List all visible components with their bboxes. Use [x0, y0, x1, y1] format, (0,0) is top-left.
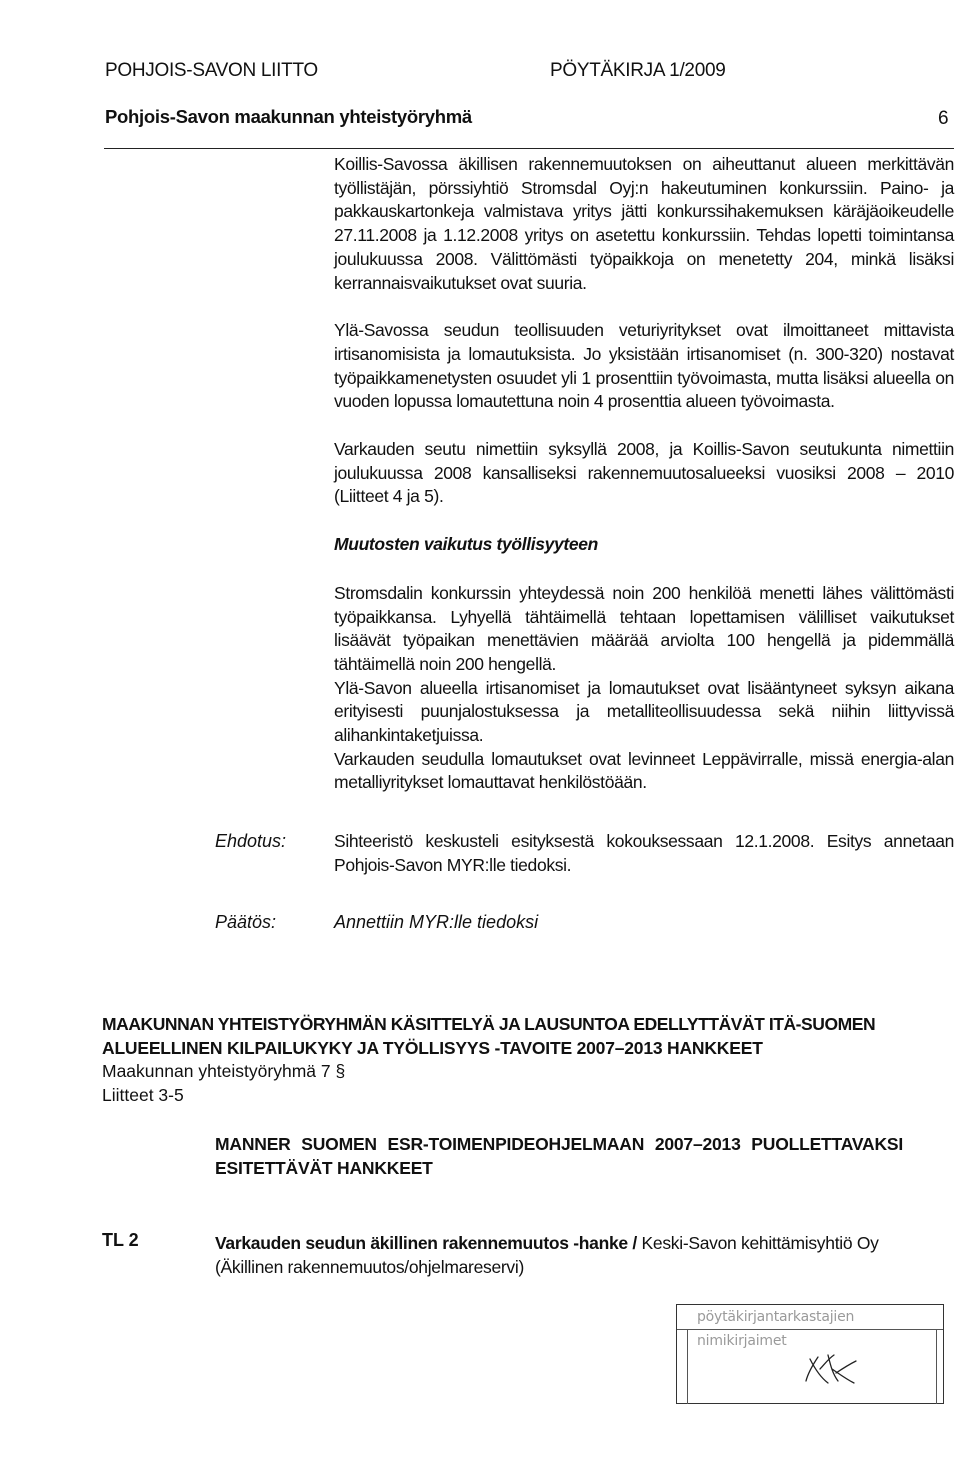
- paragraph-yla-savo: Ylä-Savossa seudun teollisuuden veturiyritykset ovat ilmoittaneet mittavista irtisanomisista ja lomautuksista. Jo yksistään irtisanomiset (n. 300-320) nostavat työpaikkamenetysten osuudet yli 1 prosenttiin työvoimasta, mutta lisäksi alueella on vuoden lopussa lomautettuna noin 4 prosenttia alueen työvoimasta.: [334, 320, 954, 412]
- proposal-label: Ehdotus:: [215, 831, 287, 851]
- organization-name: POHJOIS-SAVON LIITTO: [105, 60, 318, 81]
- paragraph-effects-yla-savo: Ylä-Savon alueella irtisanomiset ja lomautukset ovat lisääntyneet syksyn aikana erityisesti puunjalostuksessa ja metalliteollisuudessa sekä niihin liittyvissä alihankintaketjuissa.: [334, 677, 954, 746]
- paragraph-varkaus: Varkauden seutu nimettiin syksyllä 2008, ja Koillis-Savon seutukunta nimettiin joulukuussa 2008 kansalliseksi rakennemuutosalueeksi vuosiksi 2008 – 2010 (Liitteet 4 ja 5).: [334, 439, 954, 507]
- page-number: 6: [938, 108, 949, 129]
- item-subtitle: (Äkillinen rakennemuutos/ohjelmareservi): [215, 1256, 524, 1277]
- section-title-line1: MAAKUNNAN YHTEISTYÖRYHMÄN KÄSITTELYÄ JA LAUSUNTOA EDELLYTTÄVÄT ITÄ-SUOMEN: [102, 1014, 876, 1034]
- item-project-name: Varkauden seudun äkillinen rakennemuutos -hanke /: [215, 1233, 637, 1253]
- subsection-title-line2: ESITETTÄVÄT HANKKEET: [215, 1157, 433, 1178]
- signature-box-header: pöytäkirjantarkastajien nimikirjaimet: [677, 1305, 943, 1330]
- item-title: [215, 1232, 955, 1256]
- item-organization: Keski-Savon kehittämisyhtiö Oy: [636, 1233, 879, 1253]
- section-attachments: Liitteet 3-5: [102, 1084, 184, 1105]
- subsection-block: [215, 1133, 955, 1180]
- header-rule: [104, 148, 954, 149]
- group-name: Pohjois-Savon maakunnan yhteistyöryhmä: [105, 106, 472, 127]
- paragraph-stromsdal: Koillis-Savossa äkillisen rakennemuutoksen on aiheuttanut alueen merkittävän työllistäjän, pörssiyhtiö Stromsdal Oyj:n hakeutuminen konkurssiin. Paino- ja pakkauskartonkeja valmistava yritys jätti konkurssihakemuksen käräjäoikeudelle 27.11.2008 ja 1.12.2008 yritys on asetettu konkurssiin. Tehdas lopetti toimintansa joulukuussa 2008. Välittömästi työpaikkoja on menetetty 204, minkä lisäksi kerrannaisvaikutukset ovat suuria.: [334, 154, 954, 293]
- signature-area: [687, 1329, 937, 1404]
- subsection-title-line1: MANNER SUOMEN ESR-TOIMENPIDEOHJELMAAN 2007–2013 PUOLLETTAVAKSI: [215, 1134, 904, 1154]
- document-title: PÖYTÄKIRJA 1/2009: [550, 60, 726, 81]
- main-text-block: [334, 153, 954, 795]
- decision-text: Annettiin MYR:lle tiedoksi: [334, 912, 539, 932]
- handwritten-initials-signature: [688, 1329, 936, 1404]
- section-block: [102, 1013, 957, 1107]
- proposal-text: Sihteeristö keskusteli esityksestä kokouksessaan 12.1.2008. Esitys annetaan Pohjois-Savon MYR:lle tiedoksi.: [334, 831, 954, 875]
- item-block: [215, 1232, 955, 1279]
- section-title-line2: ALUEELLINEN KILPAILUKYKY JA TYÖLLISYYS -TAVOITE 2007–2013 HANKKEET: [102, 1037, 763, 1058]
- paragraph-effects-stromsdal: Stromsdalin konkurssin yhteydessä noin 200 henkilöä menetti lähes välittömästi työpaikkansa. Lyhyellä tähtäimellä tehtaan lopettamisen välilliset vaikutukset lisäävät työpaikan menettävien määrää arviolta 100 hengellä ja pidemmällä tähtäimellä noin 200 hengellä.: [334, 582, 954, 674]
- signature-box: [676, 1304, 944, 1404]
- item-code: TL 2: [102, 1230, 139, 1250]
- section-reference: Maakunnan yhteistyöryhmä 7 §: [102, 1061, 346, 1081]
- paragraph-effects-varkaus: Varkauden seudulla lomautukset ovat levinneet Leppävirralle, missä energia-alan metalliyritykset lomauttavat henkilöstöään.: [334, 748, 954, 793]
- subheading-effects: Muutosten vaikutus työllisyyteen: [334, 534, 598, 555]
- decision-label: Päätös:: [215, 912, 277, 932]
